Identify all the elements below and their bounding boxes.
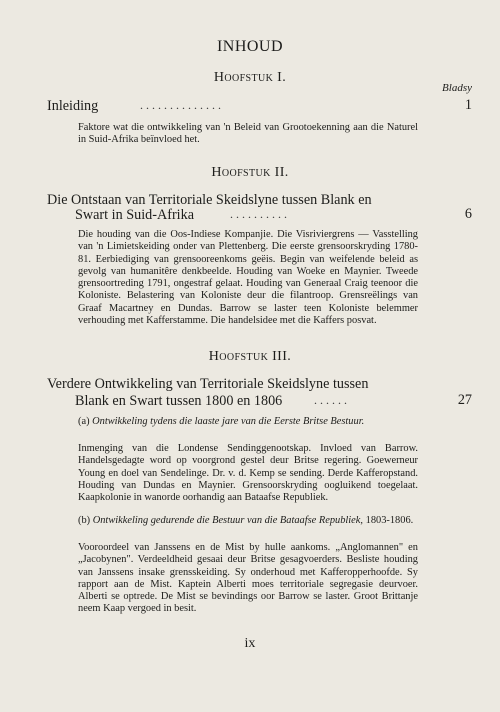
section-a-summary: Inmenging van die Londense Sendinggenootskap. Invloed van Barrow. Handelsgedagte word op voorgrond gestel deur Britse regering. Goewerneur Young en doel van Sendelinge. Dr. v. d. Kemp se sending. Derde Kafferopstand. Houding van Dundas en Maynier. Grensoorskryding oogluikend toegelaat. Kaapkolonie in wanorde oorhandig aan Bataafse Republiek. (78, 443, 418, 504)
chapter-2-leader-dots: . . . . . . . . . . (230, 207, 287, 221)
chapter-2-title-line-1: Die Ontstaan van Territoriale Skeidslyne tussen Blank en (47, 192, 372, 208)
chapter-1-summary: Faktore wat die ontwikkeling van 'n Beleid van Grootoekenning aan die Naturel in Suid-Afrika beïnvloed het. (78, 122, 418, 146)
chapter-2-heading: Hoofstuk II. (211, 165, 289, 180)
section-a-heading (78, 416, 418, 428)
section-b-summary: Vooroordeel van Janssens en de Mist by hulle aankoms. „Anglomannen" en „Jacobynen". Verdeeldheid gesaai deur Britse gesagvoerders. Besliste houding van Janssens insake grensskeiding. Sy onderhoud met Kafferopperhoofde. Sy rapport aan de Mist. Kaptein Alberti moes territoriale segregasie deurvoer. Alberti se optrede. De Mist se bevindings oor Barrow se laster. Groot Brittanje neem Kaap vergoed in besit. (78, 542, 418, 615)
section-b-title: Ontwikkeling gedurende die Bestuur van die Bataafse Republiek, (92, 515, 364, 526)
section-b-title-years: 1803-1806. (365, 515, 414, 526)
chapter-2-page-number: 6 (464, 206, 472, 222)
section-b-heading (78, 515, 418, 527)
chapter-1-heading: Hoofstuk I. (213, 70, 287, 85)
section-a-title: Ontwikkeling tydens die laaste jare van die Eerste Britse Bestuur. (92, 416, 365, 427)
chapter-3-page-number: 27 (457, 392, 472, 408)
chapter-1-title: Inleiding (47, 98, 99, 114)
page-folio: ix (244, 636, 256, 651)
chapter-3-title-line-1: Verdere Ontwikkeling van Territoriale Skeidslyne tussen (47, 376, 369, 392)
chapter-3-title-line-2: Blank en Swart tussen 1800 en 1806 (75, 393, 283, 409)
section-a-label: (a) (78, 416, 90, 427)
chapter-2-summary: Die houding van die Oos-Indiese Kompanjie. Die Visriviergrens — Vasstelling van 'n Limietskeiding onder van Plettenberg. Die eerste grensoorskryding 1780-81. Eerbiediging van grensooreenkoms geëis. Begin van weifelende beleid as gevolg van humanitêre denkbeelde. Houding van Woeke en Maynier. Tweede grensoortreding 1791, ongestraf gelaat. Houding van Generaal Craig teenoor die Koloniste. Belastering van Koloniste deur die filantroop. Grensreëlings van Graaf Macartney en Dundas. Barrow se laster teen Koloniste belemmer verhouding met Kafferstamme. Die handelsidee met die Kaffers posvat. (78, 229, 418, 327)
section-b-label: (b) (78, 515, 91, 526)
chapter-3-leader-dots: . . . . . . (314, 393, 347, 407)
page-title: INHOUD (216, 38, 284, 55)
chapter-1-leader-dots: . . . . . . . . . . . . . . (140, 98, 221, 112)
chapter-2-title-line-2: Swart in Suid-Afrika (75, 207, 195, 223)
chapter-3-heading: Hoofstuk III. (208, 349, 292, 364)
page-column-label: Bladsy (442, 82, 472, 94)
chapter-1-page-number: 1 (464, 97, 472, 113)
